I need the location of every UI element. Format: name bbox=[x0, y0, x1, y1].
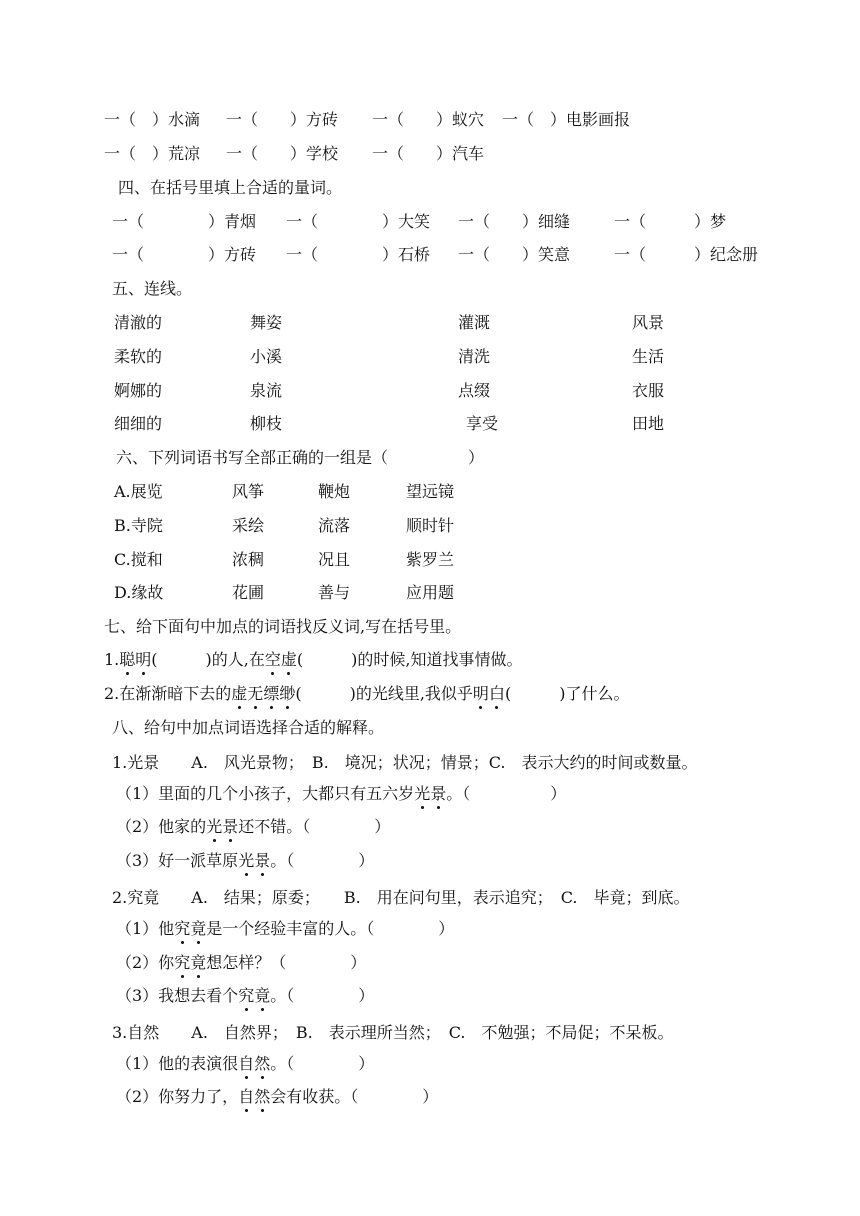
sentence-text: 1. bbox=[104, 650, 120, 669]
dotted-char: 然 bbox=[254, 1087, 271, 1106]
sentence-text: 。（ ） bbox=[270, 851, 375, 870]
match-row bbox=[0, 347, 860, 367]
dotted-char: 空 bbox=[264, 650, 281, 669]
blank-item: 一（ ）梦 bbox=[614, 212, 727, 231]
dotted-char: 光 bbox=[206, 817, 223, 836]
section-5-title: 五、连线。 bbox=[112, 279, 193, 298]
sentence-text: （3）我想去看个 bbox=[116, 986, 239, 1005]
dotted-word bbox=[231, 684, 295, 703]
match-word: 生活 bbox=[632, 347, 665, 366]
sentence-text: 。（ ） bbox=[446, 784, 567, 803]
blank-item: 一（ ）汽车 bbox=[372, 144, 485, 163]
sentence-text: 。（ ） bbox=[270, 986, 375, 1005]
dotted-char: 究 bbox=[174, 953, 191, 972]
definition-item bbox=[116, 851, 374, 871]
option-row bbox=[0, 516, 860, 536]
definition-item bbox=[116, 784, 566, 804]
definition-group-3: 3.自然 A. 自然界； B. 表示理所当然； C. 不勉强；不局促；不呆板。 bbox=[112, 1023, 674, 1042]
dotted-word bbox=[238, 986, 270, 1005]
dotted-char: 究 bbox=[174, 919, 191, 938]
dotted-char: 景 bbox=[222, 817, 239, 836]
match-word: 灌溉 bbox=[458, 313, 491, 332]
match-word: 清澈的 bbox=[114, 313, 163, 332]
sentence-text: 还不错。（ ） bbox=[238, 817, 391, 836]
option-word: 善与 bbox=[318, 583, 351, 602]
match-word: 细细的 bbox=[114, 414, 163, 433]
blank-item: 一（ ）荒凉 bbox=[104, 144, 201, 163]
blank-item: 一（ ）青烟 bbox=[112, 212, 257, 231]
blank-item: 一（ ）石桥 bbox=[286, 245, 431, 264]
dotted-char: 明 bbox=[472, 684, 489, 703]
definition-item bbox=[116, 986, 374, 1006]
antonym-question-1 bbox=[104, 650, 522, 670]
definition-item bbox=[116, 919, 454, 939]
option-word: A.展览 bbox=[114, 482, 163, 501]
definition-item bbox=[116, 817, 390, 837]
dotted-char: 明 bbox=[135, 650, 152, 669]
match-word: 柔软的 bbox=[114, 347, 163, 366]
sentence-text: （2）你努力了， bbox=[116, 1087, 239, 1106]
dotted-char: 光 bbox=[238, 851, 255, 870]
sentence-text: （1）他的表演很 bbox=[116, 1054, 239, 1073]
blank-item: 一（ ）笑意 bbox=[458, 245, 571, 264]
section-8-title: 八、给句中加点词语选择合适的解释。 bbox=[112, 718, 385, 737]
dotted-char: 光 bbox=[414, 784, 431, 803]
match-row bbox=[0, 313, 860, 333]
blank-item: 一（ ）纪念册 bbox=[614, 245, 759, 264]
match-word: 小溪 bbox=[250, 347, 283, 366]
blank-item: 一（ ）方砖 bbox=[226, 110, 339, 129]
sentence-text: ( )的光线里,我似乎 bbox=[295, 684, 473, 703]
dotted-char: 竟 bbox=[190, 919, 207, 938]
dotted-word bbox=[174, 919, 206, 938]
sentence-text: 会有收获。（ ） bbox=[270, 1087, 439, 1106]
section-4-title: 四、在括号里填上合适的量词。 bbox=[118, 178, 343, 197]
dotted-char: 自 bbox=[238, 1087, 255, 1106]
dotted-word bbox=[238, 1087, 270, 1106]
dotted-char: 虚 bbox=[280, 650, 297, 669]
blank-item: 一（ ）水滴 bbox=[104, 110, 201, 129]
sentence-text: （2）他家的 bbox=[116, 817, 207, 836]
option-word: 花圃 bbox=[232, 583, 265, 602]
definition-group-2: 2.究竟 A. 结果；原委； B. 用在问句里，表示追究； C. 毕竟；到底。 bbox=[112, 888, 690, 907]
dotted-char: 竟 bbox=[190, 953, 207, 972]
blank-item: 一（ ）蚁穴 bbox=[372, 110, 485, 129]
definition-item bbox=[116, 1054, 374, 1074]
match-word: 衣服 bbox=[632, 381, 665, 400]
dotted-char: 景 bbox=[254, 851, 271, 870]
dotted-word bbox=[238, 1054, 270, 1073]
match-word: 点缀 bbox=[458, 381, 491, 400]
option-word: 况且 bbox=[318, 550, 351, 569]
option-word: C.搅和 bbox=[114, 550, 163, 569]
sentence-text: 想怎样？（ ） bbox=[206, 953, 367, 972]
sentence-text: （1）他 bbox=[116, 919, 175, 938]
dotted-char: 缥 bbox=[263, 684, 280, 703]
sentence-text: 是一个经验丰富的人。（ ） bbox=[206, 919, 455, 938]
option-word: D.缘故 bbox=[114, 583, 164, 602]
blank-item: 一（ ）大笑 bbox=[286, 212, 431, 231]
sentence-text: ( )的人,在 bbox=[151, 650, 265, 669]
dotted-word bbox=[414, 784, 446, 803]
definition-item bbox=[116, 953, 366, 973]
match-word: 清洗 bbox=[458, 347, 491, 366]
option-word: 浓稠 bbox=[232, 550, 265, 569]
sentence-text: （3）好一派草原 bbox=[116, 851, 239, 870]
sentence-text: （1）里面的几个小孩子，大都只有五六岁 bbox=[116, 784, 415, 803]
blank-item: 一（ ）方砖 bbox=[112, 245, 257, 264]
section-4-row-2 bbox=[0, 245, 860, 265]
option-word: 采绘 bbox=[232, 516, 265, 535]
definition-group-1: 1.光景 A. 风光景物； B. 境况；状况；情景；C. 表示大约的时间或数量。 bbox=[112, 753, 698, 772]
sentence-text: （2）你 bbox=[116, 953, 175, 972]
match-word: 泉流 bbox=[250, 381, 283, 400]
dotted-word bbox=[238, 851, 270, 870]
match-row bbox=[0, 381, 860, 401]
measure-row-1 bbox=[0, 110, 860, 130]
dotted-word bbox=[206, 817, 238, 836]
dotted-word bbox=[473, 684, 505, 703]
dotted-word bbox=[119, 650, 151, 669]
dotted-word bbox=[265, 650, 297, 669]
option-row bbox=[0, 482, 860, 502]
antonym-question-2 bbox=[104, 684, 629, 704]
dotted-char: 白 bbox=[488, 684, 505, 703]
match-word: 田地 bbox=[632, 414, 665, 433]
dotted-char: 自 bbox=[238, 1054, 255, 1073]
option-word: 流落 bbox=[318, 516, 351, 535]
section-6-title: 六、下列词语书写全部正确的一组是（ ） bbox=[116, 448, 485, 467]
dotted-char: 然 bbox=[254, 1054, 271, 1073]
match-word: 享受 bbox=[466, 414, 499, 433]
section-4-row-1 bbox=[0, 212, 860, 232]
dotted-char: 竟 bbox=[254, 986, 271, 1005]
dotted-word bbox=[174, 953, 206, 972]
sentence-text: 2.在渐渐暗下去的 bbox=[104, 684, 232, 703]
sentence-text: ( )的时候,知道找事情做。 bbox=[296, 650, 523, 669]
option-word: 应用题 bbox=[406, 583, 455, 602]
sentence-text: ( )了什么。 bbox=[504, 684, 630, 703]
dotted-char: 聪 bbox=[119, 650, 136, 669]
option-row bbox=[0, 583, 860, 603]
dotted-char: 究 bbox=[238, 986, 255, 1005]
blank-item: 一（ ）学校 bbox=[226, 144, 339, 163]
match-word: 风景 bbox=[632, 313, 665, 332]
option-word: 紫罗兰 bbox=[406, 550, 455, 569]
dotted-char: 无 bbox=[247, 684, 264, 703]
option-word: 望远镜 bbox=[406, 482, 455, 501]
blank-item: 一（ ）细缝 bbox=[458, 212, 571, 231]
option-word: B.寺院 bbox=[114, 516, 163, 535]
dotted-char: 景 bbox=[430, 784, 447, 803]
dotted-char: 虚 bbox=[231, 684, 248, 703]
section-7-title: 七、给下面句中加点的词语找反义词,写在括号里。 bbox=[104, 617, 462, 636]
option-word: 顺时针 bbox=[406, 516, 455, 535]
definition-item bbox=[116, 1087, 438, 1107]
match-word: 柳枝 bbox=[250, 414, 283, 433]
match-row bbox=[0, 414, 860, 434]
option-word: 鞭炮 bbox=[318, 482, 351, 501]
dotted-char: 缈 bbox=[279, 684, 296, 703]
blank-item: 一（ ）电影画报 bbox=[502, 110, 631, 129]
sentence-text: 。（ ） bbox=[270, 1054, 375, 1073]
match-word: 舞姿 bbox=[250, 313, 283, 332]
measure-row-2 bbox=[0, 144, 860, 164]
match-word: 婀娜的 bbox=[114, 381, 163, 400]
option-row bbox=[0, 550, 860, 570]
option-word: 风筝 bbox=[232, 482, 265, 501]
